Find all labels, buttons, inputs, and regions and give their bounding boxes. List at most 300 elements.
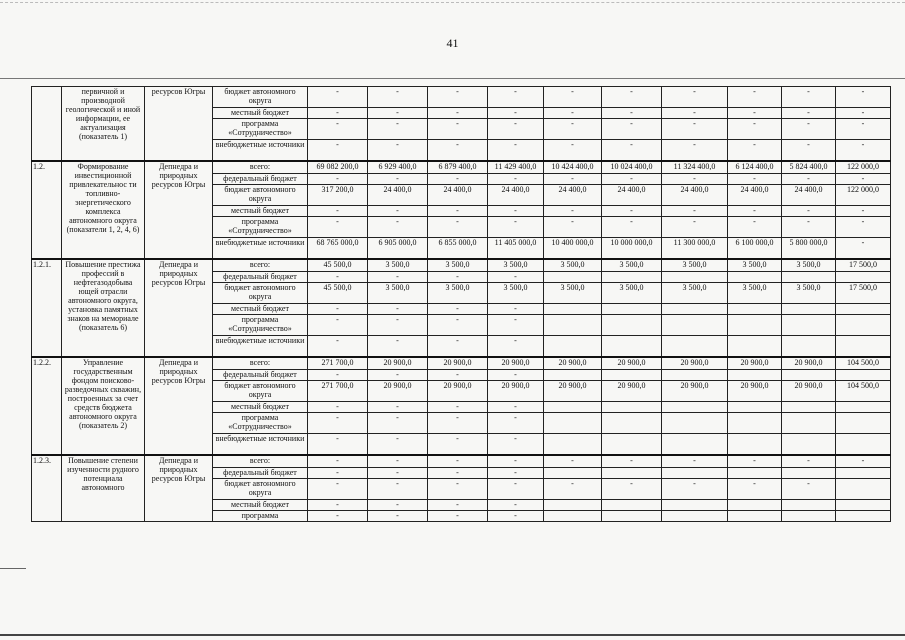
amount-cell: - (544, 455, 602, 468)
amount-cell: - (782, 119, 836, 140)
amount-cell (782, 370, 836, 381)
amount-cell: 24 400,0 (602, 185, 662, 206)
amount-cell: 11 429 400,0 (488, 161, 544, 174)
amount-cell (602, 370, 662, 381)
amount-cell: 24 400,0 (662, 185, 728, 206)
amount-cell: 20 900,0 (662, 357, 728, 370)
item-code (32, 87, 62, 162)
item-code: 1.2.1. (32, 259, 62, 357)
amount-cell: 5 800 000,0 (782, 238, 836, 260)
funding-source: местный бюджет (213, 500, 308, 511)
amount-cell (662, 511, 728, 522)
amount-cell: 20 900,0 (428, 381, 488, 402)
amount-cell (836, 272, 891, 283)
amount-cell: - (428, 304, 488, 315)
amount-cell: - (544, 108, 602, 119)
amount-cell: - (488, 468, 544, 479)
item-name: Повышение престижа профессий в нефтегазодобыва ющей отрасли автономного округа, установка памятных знаков на мемориале (показатель 6) (62, 259, 145, 357)
amount-cell: - (488, 140, 544, 162)
amount-cell: - (428, 315, 488, 336)
amount-cell: - (488, 119, 544, 140)
amount-cell: - (544, 206, 602, 217)
amount-cell: 271 700,0 (308, 381, 368, 402)
funding-source: внебюджетные источники (213, 140, 308, 162)
amount-cell: - (602, 174, 662, 185)
amount-cell: - (368, 479, 428, 500)
amount-cell: - (368, 304, 428, 315)
amount-cell: 20 900,0 (782, 381, 836, 402)
amount-cell: - (488, 336, 544, 358)
amount-cell: - (782, 87, 836, 108)
funding-source: местный бюджет (213, 304, 308, 315)
funding-source: бюджет автономного округа (213, 479, 308, 500)
amount-cell: - (544, 119, 602, 140)
amount-cell: - (488, 455, 544, 468)
amount-cell (728, 304, 782, 315)
amount-cell (836, 413, 891, 434)
amount-cell: - (602, 206, 662, 217)
amount-cell: - (368, 206, 428, 217)
amount-cell: - (428, 108, 488, 119)
amount-cell: - (782, 174, 836, 185)
amount-cell: - (836, 238, 891, 260)
amount-cell: 3 500,0 (488, 259, 544, 272)
amount-cell: 271 700,0 (308, 357, 368, 370)
amount-cell: - (488, 315, 544, 336)
funding-source: всего: (213, 161, 308, 174)
amount-cell: - (308, 468, 368, 479)
amount-cell: 17 500,0 (836, 283, 891, 304)
amount-cell (544, 272, 602, 283)
amount-cell: - (662, 206, 728, 217)
amount-cell: 3 500,0 (544, 283, 602, 304)
funding-source: бюджет автономного округа (213, 185, 308, 206)
funding-source: внебюджетные источники (213, 336, 308, 358)
amount-cell (662, 370, 728, 381)
amount-cell: - (728, 140, 782, 162)
amount-cell: - (308, 434, 368, 456)
amount-cell: 317 200,0 (308, 185, 368, 206)
amount-cell: - (308, 119, 368, 140)
amount-cell: - (836, 87, 891, 108)
funding-source: бюджет автономного округа (213, 283, 308, 304)
funding-source: бюджет автономного округа (213, 87, 308, 108)
amount-cell: - (662, 217, 728, 238)
amount-cell: 45 500,0 (308, 283, 368, 304)
amount-cell: - (602, 119, 662, 140)
amount-cell: - (308, 206, 368, 217)
amount-cell: - (368, 108, 428, 119)
amount-cell: - (308, 370, 368, 381)
item-executor: Депнедра и природных ресурсов Югры (145, 161, 213, 259)
table-row (32, 161, 891, 174)
amount-cell (836, 402, 891, 413)
amount-cell: - (488, 206, 544, 217)
amount-cell: - (428, 413, 488, 434)
amount-cell (782, 402, 836, 413)
amount-cell: 24 400,0 (428, 185, 488, 206)
amount-cell (782, 336, 836, 358)
item-executor: ресурсов Югры (145, 87, 213, 162)
amount-cell: - (428, 434, 488, 456)
amount-cell: - (782, 479, 836, 500)
scan-mark (0, 568, 26, 569)
amount-cell: 6 124 400,0 (728, 161, 782, 174)
amount-cell (728, 511, 782, 522)
amount-cell: - (428, 511, 488, 522)
amount-cell: - (662, 455, 728, 468)
amount-cell (544, 413, 602, 434)
item-executor: Депнедра и природных ресурсов Югры (145, 455, 213, 522)
amount-cell: 68 765 000,0 (308, 238, 368, 260)
amount-cell: - (368, 174, 428, 185)
amount-cell (836, 468, 891, 479)
funding-source: местный бюджет (213, 402, 308, 413)
amount-cell: - (308, 336, 368, 358)
funding-source: программа «Сотрудничество» (213, 413, 308, 434)
amount-cell: - (368, 500, 428, 511)
amount-cell: - (368, 217, 428, 238)
amount-cell: 24 400,0 (488, 185, 544, 206)
item-name: Формирование инвестиционной привлекательнос ти топливно-энергетического комплекса автономного округа (показатели 1, 2, 4, 6) (62, 161, 145, 259)
amount-cell: 20 900,0 (488, 381, 544, 402)
amount-cell (728, 402, 782, 413)
amount-cell: - (428, 370, 488, 381)
amount-cell: - (428, 174, 488, 185)
amount-cell: - (428, 206, 488, 217)
amount-cell (662, 500, 728, 511)
amount-cell: 20 900,0 (728, 381, 782, 402)
amount-cell: 24 400,0 (782, 185, 836, 206)
amount-cell (602, 304, 662, 315)
amount-cell: - (836, 455, 891, 468)
amount-cell: - (308, 500, 368, 511)
amount-cell (602, 468, 662, 479)
amount-cell: - (782, 455, 836, 468)
amount-cell (602, 500, 662, 511)
amount-cell: - (602, 140, 662, 162)
amount-cell: - (662, 140, 728, 162)
amount-cell: - (602, 479, 662, 500)
amount-cell: 24 400,0 (368, 185, 428, 206)
amount-cell: - (488, 479, 544, 500)
amount-cell (544, 468, 602, 479)
amount-cell (836, 370, 891, 381)
amount-cell: - (836, 174, 891, 185)
amount-cell (836, 304, 891, 315)
amount-cell: - (368, 119, 428, 140)
amount-cell: - (488, 402, 544, 413)
amount-cell (728, 370, 782, 381)
amount-cell: - (428, 402, 488, 413)
amount-cell: 20 900,0 (544, 357, 602, 370)
amount-cell (782, 272, 836, 283)
amount-cell (728, 336, 782, 358)
funding-source: программа «Сотрудничество» (213, 315, 308, 336)
amount-cell: - (488, 108, 544, 119)
amount-cell: 122 000,0 (836, 161, 891, 174)
funding-source: всего: (213, 357, 308, 370)
amount-cell: - (544, 479, 602, 500)
amount-cell: 11 324 400,0 (662, 161, 728, 174)
amount-cell: - (728, 108, 782, 119)
funding-source: федеральный бюджет (213, 370, 308, 381)
amount-cell (662, 434, 728, 456)
amount-cell: 6 879 400,0 (428, 161, 488, 174)
amount-cell: - (782, 140, 836, 162)
amount-cell: - (368, 455, 428, 468)
amount-cell (662, 402, 728, 413)
amount-cell: 17 500,0 (836, 259, 891, 272)
amount-cell: - (308, 174, 368, 185)
amount-cell: - (368, 87, 428, 108)
amount-cell: - (368, 140, 428, 162)
amount-cell: - (782, 217, 836, 238)
amount-cell: - (662, 479, 728, 500)
amount-cell: - (488, 304, 544, 315)
amount-cell: 6 929 400,0 (368, 161, 428, 174)
amount-cell (782, 315, 836, 336)
amount-cell: 24 400,0 (728, 185, 782, 206)
amount-cell: - (308, 108, 368, 119)
amount-cell (662, 272, 728, 283)
funding-source: программа (213, 511, 308, 522)
amount-cell: 122 000,0 (836, 185, 891, 206)
amount-cell: 3 500,0 (544, 259, 602, 272)
amount-cell: - (488, 370, 544, 381)
amount-cell (782, 304, 836, 315)
amount-cell: - (728, 87, 782, 108)
amount-cell: - (368, 511, 428, 522)
amount-cell: 6 905 000,0 (368, 238, 428, 260)
amount-cell: - (308, 413, 368, 434)
amount-cell: - (488, 413, 544, 434)
amount-cell: - (428, 272, 488, 283)
amount-cell (836, 479, 891, 500)
amount-cell: - (368, 413, 428, 434)
amount-cell: - (428, 217, 488, 238)
amount-cell (782, 434, 836, 456)
amount-cell: 3 500,0 (368, 259, 428, 272)
funding-source: федеральный бюджет (213, 174, 308, 185)
amount-cell: - (368, 468, 428, 479)
amount-cell: - (308, 402, 368, 413)
amount-cell: 10 024 400,0 (602, 161, 662, 174)
item-name: Управление государственным фондом поисково-разведочных скважин, построенных за счет средств бюджета автономного округа (показатель 2) (62, 357, 145, 455)
budget-table (31, 86, 891, 522)
amount-cell: - (488, 500, 544, 511)
amount-cell (836, 434, 891, 456)
amount-cell: 69 082 200,0 (308, 161, 368, 174)
amount-cell: - (488, 87, 544, 108)
amount-cell (544, 500, 602, 511)
amount-cell: 3 500,0 (428, 283, 488, 304)
amount-cell (836, 500, 891, 511)
amount-cell: 20 900,0 (662, 381, 728, 402)
amount-cell: - (836, 206, 891, 217)
amount-cell: - (782, 108, 836, 119)
amount-cell: - (836, 140, 891, 162)
amount-cell (782, 468, 836, 479)
amount-cell (602, 511, 662, 522)
funding-source: программа «Сотрудничество» (213, 217, 308, 238)
amount-cell: - (428, 140, 488, 162)
amount-cell: - (308, 455, 368, 468)
amount-cell (662, 413, 728, 434)
amount-cell: - (368, 434, 428, 456)
funding-source: местный бюджет (213, 108, 308, 119)
amount-cell: - (308, 87, 368, 108)
amount-cell: 20 900,0 (782, 357, 836, 370)
amount-cell: 3 500,0 (602, 259, 662, 272)
amount-cell: 6 855 000,0 (428, 238, 488, 260)
amount-cell: - (728, 479, 782, 500)
amount-cell: - (488, 272, 544, 283)
table-row (32, 87, 891, 108)
amount-cell: - (368, 336, 428, 358)
amount-cell: 3 500,0 (368, 283, 428, 304)
amount-cell: - (488, 217, 544, 238)
amount-cell (602, 272, 662, 283)
amount-cell (728, 500, 782, 511)
amount-cell (782, 413, 836, 434)
table-row (32, 259, 891, 272)
amount-cell (728, 413, 782, 434)
amount-cell: - (428, 455, 488, 468)
amount-cell: - (428, 87, 488, 108)
amount-cell: - (544, 140, 602, 162)
amount-cell (662, 336, 728, 358)
table-row (32, 357, 891, 370)
amount-cell: - (308, 217, 368, 238)
amount-cell: 104 500,0 (836, 357, 891, 370)
amount-cell: 20 900,0 (544, 381, 602, 402)
amount-cell: 24 400,0 (544, 185, 602, 206)
amount-cell: - (602, 455, 662, 468)
funding-source: федеральный бюджет (213, 272, 308, 283)
amount-cell: 11 300 000,0 (662, 238, 728, 260)
item-code: 1.2.2. (32, 357, 62, 455)
amount-cell: 20 900,0 (602, 357, 662, 370)
amount-cell (602, 315, 662, 336)
amount-cell: 5 824 400,0 (782, 161, 836, 174)
amount-cell: - (368, 370, 428, 381)
amount-cell: - (836, 119, 891, 140)
amount-cell: - (308, 479, 368, 500)
amount-cell: - (782, 206, 836, 217)
amount-cell: 20 900,0 (728, 357, 782, 370)
funding-source: всего: (213, 455, 308, 468)
amount-cell: 20 900,0 (488, 357, 544, 370)
amount-cell (602, 336, 662, 358)
amount-cell: 10 400 000,0 (544, 238, 602, 260)
funding-source: местный бюджет (213, 206, 308, 217)
amount-cell (836, 336, 891, 358)
amount-cell: - (428, 119, 488, 140)
header-rule (0, 78, 905, 79)
funding-source: бюджет автономного округа (213, 381, 308, 402)
amount-cell: - (662, 119, 728, 140)
amount-cell: - (428, 500, 488, 511)
amount-cell: - (428, 336, 488, 358)
amount-cell: 10 424 400,0 (544, 161, 602, 174)
amount-cell (544, 370, 602, 381)
amount-cell: 3 500,0 (782, 283, 836, 304)
amount-cell: - (368, 315, 428, 336)
amount-cell: 20 900,0 (368, 357, 428, 370)
amount-cell: 3 500,0 (662, 283, 728, 304)
amount-cell (728, 434, 782, 456)
amount-cell: 20 900,0 (428, 357, 488, 370)
amount-cell: 11 405 000,0 (488, 238, 544, 260)
amount-cell: - (836, 108, 891, 119)
funding-source: внебюджетные источники (213, 238, 308, 260)
amount-cell: - (544, 87, 602, 108)
amount-cell (662, 315, 728, 336)
amount-cell: - (728, 455, 782, 468)
item-executor: Депнедра и природных ресурсов Югры (145, 357, 213, 455)
amount-cell: - (728, 119, 782, 140)
amount-cell: - (728, 206, 782, 217)
amount-cell: 6 100 000,0 (728, 238, 782, 260)
amount-cell (836, 315, 891, 336)
item-name: первичной и производной геологической и иной информации, ее актуализация (показатель 1) (62, 87, 145, 162)
amount-cell: 3 500,0 (782, 259, 836, 272)
amount-cell: - (602, 87, 662, 108)
amount-cell: 3 500,0 (428, 259, 488, 272)
amount-cell (728, 468, 782, 479)
amount-cell (782, 511, 836, 522)
amount-cell (662, 468, 728, 479)
amount-cell (602, 434, 662, 456)
amount-cell (544, 315, 602, 336)
funding-source: всего: (213, 259, 308, 272)
funding-source: программа «Сотрудничество» (213, 119, 308, 140)
amount-cell (602, 402, 662, 413)
amount-cell: - (368, 272, 428, 283)
amount-cell: - (308, 511, 368, 522)
amount-cell: - (602, 108, 662, 119)
funding-source: внебюджетные источники (213, 434, 308, 456)
amount-cell: - (488, 511, 544, 522)
amount-cell: 3 500,0 (662, 259, 728, 272)
table-row (32, 455, 891, 468)
amount-cell: - (308, 315, 368, 336)
amount-cell: - (488, 174, 544, 185)
amount-cell (728, 272, 782, 283)
amount-cell (544, 402, 602, 413)
amount-cell: 3 500,0 (728, 283, 782, 304)
amount-cell: - (728, 217, 782, 238)
amount-cell: - (662, 108, 728, 119)
item-executor: Депнедра и природных ресурсов Югры (145, 259, 213, 357)
amount-cell (544, 511, 602, 522)
scan-edge-top (0, 2, 905, 3)
amount-cell: - (728, 174, 782, 185)
amount-cell: 20 900,0 (368, 381, 428, 402)
amount-cell: - (544, 174, 602, 185)
amount-cell (602, 413, 662, 434)
item-code: 1.2.3. (32, 455, 62, 522)
amount-cell: - (662, 174, 728, 185)
amount-cell (728, 315, 782, 336)
amount-cell: - (428, 468, 488, 479)
amount-cell: - (308, 272, 368, 283)
amount-cell: 45 500,0 (308, 259, 368, 272)
amount-cell: 3 500,0 (728, 259, 782, 272)
amount-cell: 104 500,0 (836, 381, 891, 402)
amount-cell: - (368, 402, 428, 413)
